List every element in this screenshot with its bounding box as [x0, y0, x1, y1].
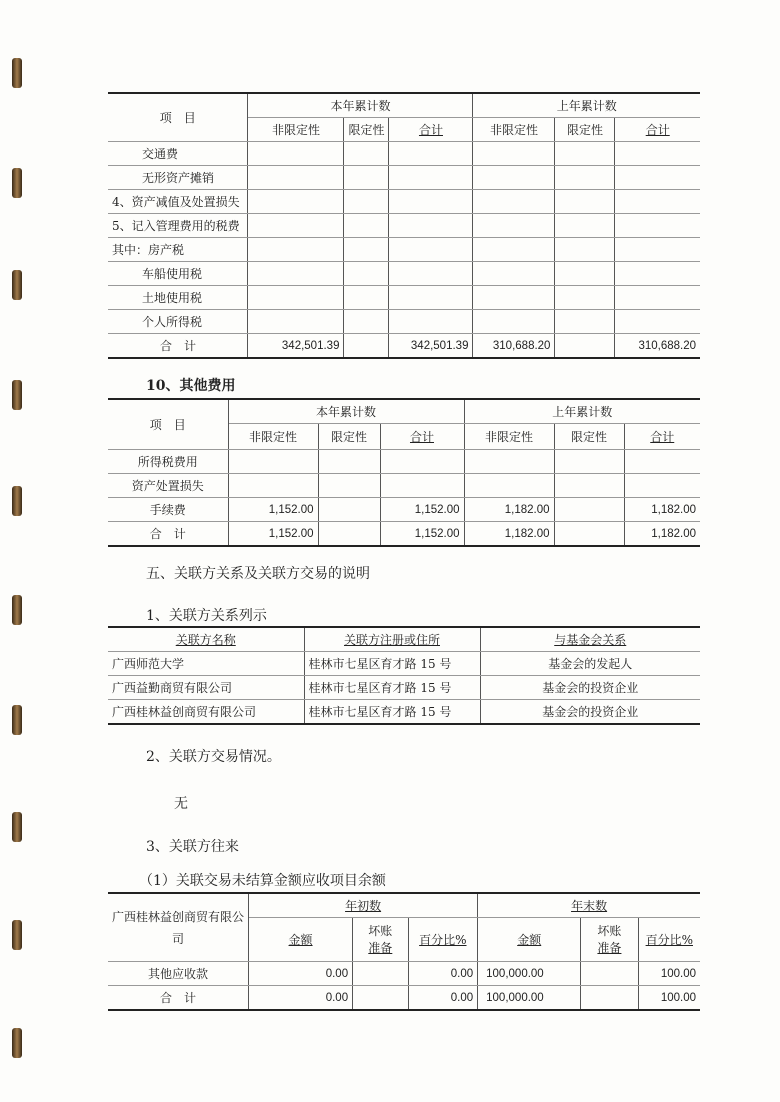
item-header: 项 目: [108, 93, 248, 142]
company-line-1: 广西桂林益创商贸有限公: [112, 909, 245, 924]
table-row: [108, 498, 700, 522]
cell-value: [353, 962, 408, 986]
table-row: [108, 310, 700, 334]
col-total: 合计: [624, 424, 700, 450]
cell-value: [581, 986, 638, 1011]
cell-value: 310,688.20: [615, 334, 700, 359]
cell-value: 0.00: [249, 986, 353, 1011]
table-row: [108, 652, 700, 676]
table-row: [108, 474, 700, 498]
col-amount: 金额: [249, 918, 353, 962]
col-total: 合计: [615, 118, 700, 142]
cell-value: [554, 522, 624, 547]
party-address: 桂林市七星区育才路 15 号: [304, 700, 480, 725]
col-party-address: 关联方注册或住所: [304, 627, 480, 652]
table-row: [108, 450, 700, 474]
total-row: [108, 522, 700, 547]
cell-value: 0.00: [249, 962, 353, 986]
prior-year-header: 上年累计数: [464, 399, 700, 424]
cell-value: [318, 522, 380, 547]
party-address: 桂林市七星区育才路 15 号: [304, 652, 480, 676]
row-label: 车船使用税: [108, 262, 248, 286]
row-label: 无形资产摊销: [108, 166, 248, 190]
cell-value: 1,152.00: [380, 498, 464, 522]
binding-hole: [12, 705, 22, 735]
cell-value: 100,000.00: [478, 962, 581, 986]
binding-hole: [12, 812, 22, 842]
section-heading-other-expenses: 10、其他费用: [146, 378, 236, 394]
row-label: 资产处置损失: [108, 474, 228, 498]
section-heading-related-parties: 五、关联方关系及关联方交易的说明: [146, 566, 370, 582]
table-row: [108, 700, 700, 725]
current-year-header: 本年累计数: [248, 93, 473, 118]
party-name: 广西益勤商贸有限公司: [108, 676, 304, 700]
col-party-name: 关联方名称: [108, 627, 304, 652]
cell-value: 100,000.00: [478, 986, 581, 1011]
binding-hole: [12, 380, 22, 410]
table-row: [108, 166, 700, 190]
row-label: 合 计: [108, 986, 249, 1011]
col-unrestricted: 非限定性: [228, 424, 318, 450]
subheading-related-balances: 3、关联方往来: [146, 839, 239, 855]
end-year-header: 年末数: [478, 893, 700, 918]
col-unrestricted: 非限定性: [473, 118, 555, 142]
party-relationship: 基金会的投资企业: [480, 700, 700, 725]
row-label: 5、记入管理费用的税费: [108, 214, 248, 238]
binding-hole: [12, 486, 22, 516]
col-restricted: 限定性: [554, 424, 624, 450]
table-row: [108, 238, 700, 262]
row-label: 所得税费用: [108, 450, 228, 474]
col-unrestricted: 非限定性: [464, 424, 554, 450]
col-total: 合计: [380, 424, 464, 450]
binding-hole: [12, 920, 22, 950]
table-row: [108, 142, 700, 166]
party-address: 桂林市七星区育才路 15 号: [304, 676, 480, 700]
cell-value: 342,501.39: [389, 334, 473, 359]
binding-hole: [12, 58, 22, 88]
subheading-receivable-balances: （1）关联交易未结算金额应收项目余额: [139, 873, 386, 889]
related-party-table: [108, 626, 700, 725]
subheading-related-party-list: 1、关联方关系列示: [146, 608, 267, 624]
party-name: 广西师范大学: [108, 652, 304, 676]
subheading-related-transactions: 2、关联方交易情况。: [146, 749, 281, 765]
table-row: [108, 262, 700, 286]
cell-value: 310,688.20: [473, 334, 555, 359]
row-label: 土地使用税: [108, 286, 248, 310]
col-restricted: 限定性: [344, 118, 389, 142]
table-row: [108, 286, 700, 310]
cell-value: 1,182.00: [464, 498, 554, 522]
row-label: 4、资产减值及处置损失: [108, 190, 248, 214]
cell-value: 1,182.00: [624, 522, 700, 547]
total-row: [108, 334, 700, 359]
cell-value: [318, 498, 380, 522]
bad-debt-line-2: 准备: [368, 940, 393, 955]
col-relationship: 与基金会关系: [480, 627, 700, 652]
current-year-header: 本年累计数: [228, 399, 464, 424]
col-amount: 金额: [478, 918, 581, 962]
bad-debt-line-1: 坏账: [597, 923, 622, 938]
cell-value: [353, 986, 408, 1011]
cell-value: 342,501.39: [248, 334, 344, 359]
row-label: 个人所得税: [108, 310, 248, 334]
col-percent: 百分比%: [638, 918, 700, 962]
col-total: 合计: [389, 118, 473, 142]
company-line-2: 司: [172, 931, 185, 946]
col-percent: 百分比%: [408, 918, 478, 962]
party-relationship: 基金会的发起人: [480, 652, 700, 676]
table-row: [108, 676, 700, 700]
table-row: [108, 214, 700, 238]
row-label: 手续费: [108, 498, 228, 522]
col-bad-debt: [581, 918, 638, 962]
binding-hole: [12, 168, 22, 198]
none-text: 无: [174, 796, 188, 812]
binding-hole: [12, 270, 22, 300]
binding-hole: [12, 1028, 22, 1058]
col-unrestricted: 非限定性: [248, 118, 344, 142]
col-bad-debt: [353, 918, 408, 962]
party-name: 广西桂林益创商贸有限公司: [108, 700, 304, 725]
cell-value: 1,152.00: [380, 522, 464, 547]
col-restricted: 限定性: [555, 118, 615, 142]
row-label: 其他应收款: [108, 962, 249, 986]
row-label: 合 计: [108, 334, 248, 359]
cell-value: 100.00: [638, 986, 700, 1011]
row-label: 交通费: [108, 142, 248, 166]
admin-expense-table: [108, 92, 700, 359]
bad-debt-line-1: 坏账: [368, 923, 393, 938]
total-row: [108, 986, 700, 1011]
binding-hole: [12, 595, 22, 625]
prior-year-header: 上年累计数: [473, 93, 700, 118]
cell-value: [344, 334, 389, 359]
cell-value: [581, 962, 638, 986]
cell-value: [555, 334, 615, 359]
begin-year-header: 年初数: [249, 893, 478, 918]
row-label: 合 计: [108, 522, 228, 547]
cell-value: 1,152.00: [228, 522, 318, 547]
party-relationship: 基金会的投资企业: [480, 676, 700, 700]
row-label: 其中：房产税: [108, 238, 248, 262]
table-row: [108, 190, 700, 214]
col-restricted: 限定性: [318, 424, 380, 450]
cell-value: 1,182.00: [464, 522, 554, 547]
cell-value: 1,152.00: [228, 498, 318, 522]
cell-value: 0.00: [408, 986, 478, 1011]
bad-debt-line-2: 准备: [597, 940, 622, 955]
cell-value: 100.00: [638, 962, 700, 986]
cell-value: [554, 498, 624, 522]
other-expense-table: [108, 398, 700, 547]
table-row: [108, 962, 700, 986]
cell-value: 0.00: [408, 962, 478, 986]
item-header: 项 目: [108, 399, 228, 450]
receivable-balance-table: [108, 892, 700, 1011]
company-header: [108, 893, 249, 962]
cell-value: 1,182.00: [624, 498, 700, 522]
